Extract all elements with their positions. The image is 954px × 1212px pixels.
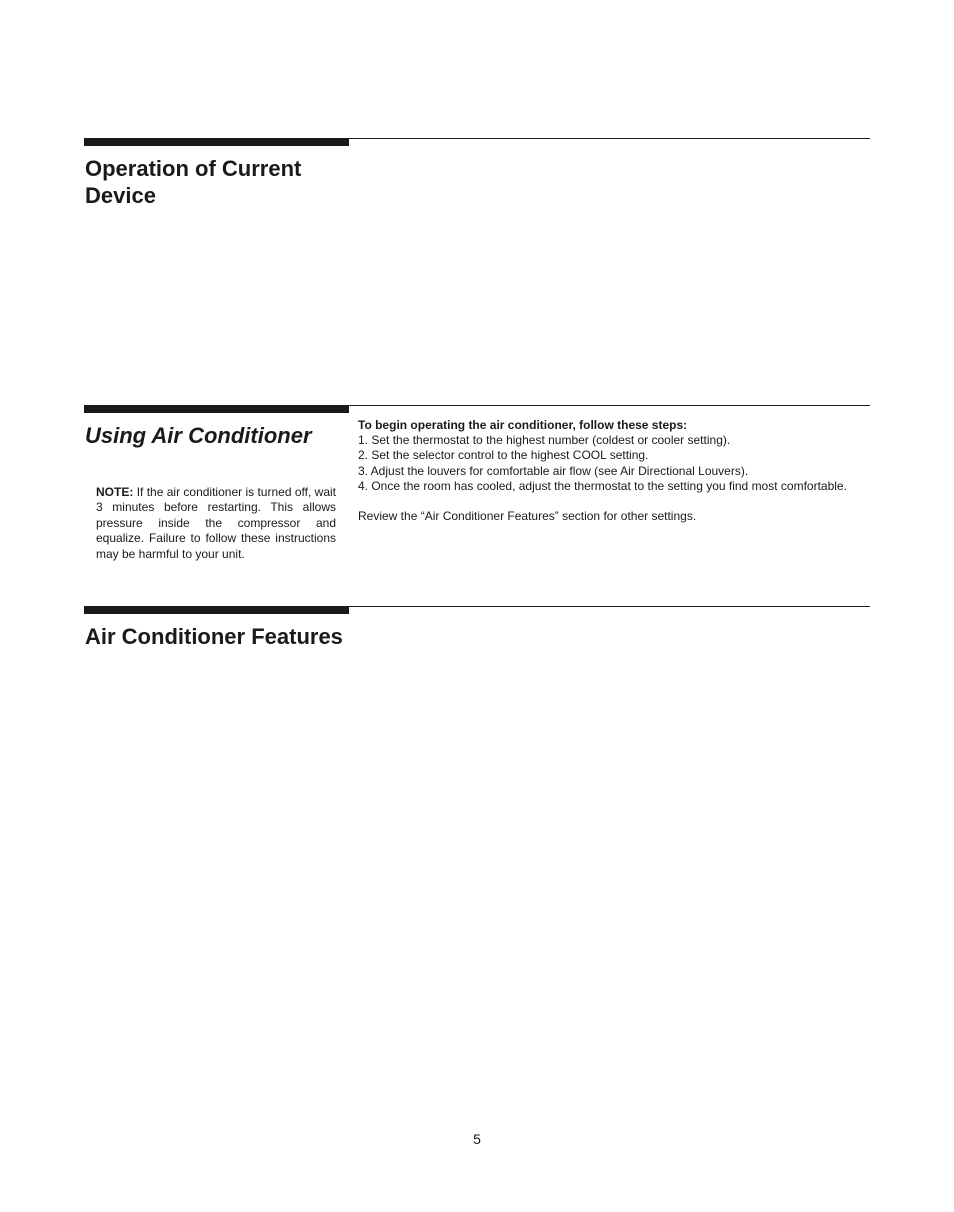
heading-line-2: Device	[85, 183, 156, 208]
steps-list	[358, 433, 878, 494]
step-item: 1. Set the thermostat to the highest number (coldest or cooler setting).	[358, 433, 731, 448]
step-item: 2. Set the selector control to the highest COOL setting.	[358, 448, 649, 463]
note-text: If the air conditioner is turned off, wait 3 minutes before restarting. This allows pressure inside the compressor and equalize. Failure to follow these instructions may be harmful to your unit.	[96, 485, 336, 561]
section-rule-thin	[349, 138, 870, 139]
section-rule-thick	[84, 606, 349, 614]
heading-air-conditioner-features: Air Conditioner Features	[85, 624, 343, 649]
review-text: Review the “Air Conditioner Features” section for other settings.	[358, 509, 697, 524]
heading-operation-of-current-device	[85, 155, 301, 209]
note-label: NOTE:	[96, 485, 134, 499]
note-paragraph	[96, 485, 336, 562]
section-rule-thick	[84, 138, 349, 146]
operating-steps	[358, 418, 878, 524]
section-rule-thin	[349, 405, 870, 406]
heading-using-air-conditioner: Using Air Conditioner	[85, 423, 312, 448]
heading-line-1: Operation of Current	[85, 156, 302, 181]
section-rule-thin	[349, 606, 870, 607]
page-number: 5	[473, 1131, 481, 1147]
step-item: 4. Once the room has cooled, adjust the thermostat to the setting you find most comfortable.	[358, 478, 847, 493]
step-item: 3. Adjust the louvers for comfortable air flow (see Air Directional Louvers).	[358, 463, 749, 478]
steps-intro: To begin operating the air conditioner, follow these steps:	[358, 418, 688, 432]
section-rule-thick	[84, 405, 349, 413]
